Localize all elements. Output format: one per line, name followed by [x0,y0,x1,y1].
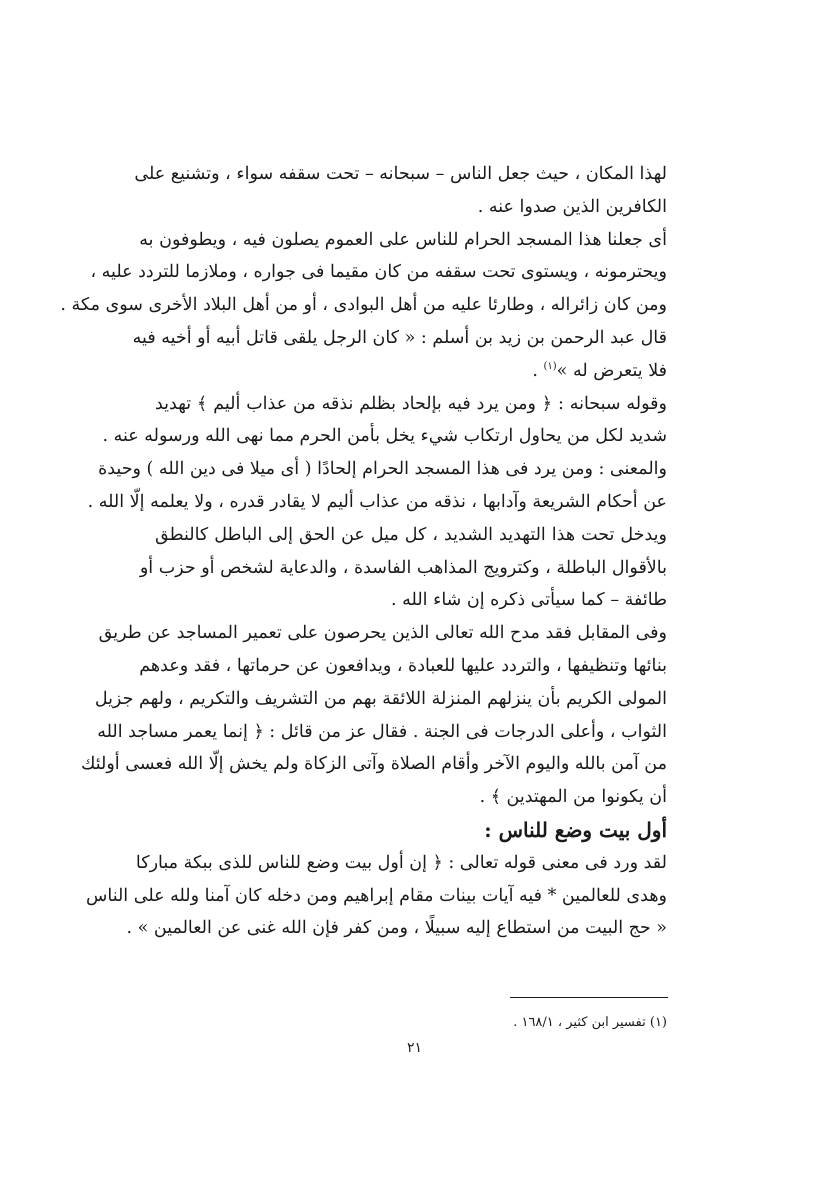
text-line: الثواب ، وأعلى الدرجات فى الجنة . فقال عز من قائل : ﴿ إنما يعمر مساجد الله [97,721,667,742]
text-line: لهذا المكان ، حيث جعل الناس – سبحانه – تحت سقفه سواء ، وتشنيع على [134,164,667,184]
footnote-divider [510,997,668,998]
text-line: والمعنى : ومن يرد فى هذا المسجد الحرام إلحادًا ( أى ميلا فى دين الله ) وحيدة [98,459,667,480]
footnote-reference: (١) [543,360,557,372]
text-line: « حج البيت من استطاع إليه سبيلًا ، ومن كفر فإن الله غنى عن العالمين » . [126,918,667,939]
page-number: ٢١ [406,1040,423,1056]
text-line: أن يكونوا من المهتدين ﴾ . [479,787,667,808]
text-line: الكافرين الذين صدوا عنه . [477,196,667,217]
main-text [60,158,667,945]
section-heading: أول بيت وضع للناس : [484,817,667,842]
text-line: قال عبد الرحمن بن زيد بن أسلم : « كان الرجل يلقى قاتل أبيه أو أخيه فيه [132,327,667,348]
text-line: من آمن بالله واليوم الآخر وأقام الصلاة وآتى الزكاة ولم يخش إلّا الله فعسى أولئك [80,754,667,775]
text-line: ومن كان زائراله ، وطارئا عليه من أهل البوادى ، أو من أهل البلاد الأخرى سوى مكة . [60,295,667,316]
text-fragment: فلا يتعرض له » [556,360,667,381]
text-line: ويدخل تحت هذا التهديد الشديد ، كل ميل عن الحق إلى الباطل كالنطق [155,524,667,545]
text-line: لقد ورد فى معنى قوله تعالى : ﴿ إن أول بيت وضع للناس للذى ببكة مباركا [135,852,667,873]
text-line: المولى الكريم بأن ينزلهم المنزلة اللائقة بهم من التشريف والتكريم ، ولهم جزيل [94,688,667,709]
text-line: وفى المقابل فقد مدح الله تعالى الذين يحرصون على تعمير المساجد عن طريق [98,623,667,644]
text-line: وهدى للعالمين * فيه آيات بينات مقام إبراهيم ومن دخله كان آمنا ولله على الناس [86,885,667,906]
text-line: بنائها وتنظيفها ، والتردد عليها للعبادة ، ويدافعون عن حرماتها ، فقد وعدهم [139,655,667,676]
text-line-with-footnote-ref [155,355,667,388]
text-line: شديد لكل من يحاول ارتكاب شيء يخل بأمن الحرم مما نهى الله ورسوله عنه . [102,426,667,447]
text-line: عن أحكام الشريعة وآدابها ، نذقه من عذاب أليم لا يقادر قدره ، ولا يعلمه إلّا الله . [87,491,667,512]
text-line: بالأقوال الباطلة ، وكترويج المذاهب الفاسدة ، والدعاية لشخص أو حزب أو [139,557,667,578]
text-fragment: . [532,360,544,381]
text-line: وقوله سبحانه : ﴿ ومن يرد فيه بإلحاد بظلم نذقه من عذاب أليم ﴾ تهديد [155,393,667,414]
text-line: أى جعلنا هذا المسجد الحرام للناس على العموم يصلون فيه ، ويطوفون به [139,229,667,250]
text-line: ويحترمونه ، ويستوى تحت سقفه من كان مقيما فى جواره ، وملازما للتردد عليه ، [90,262,667,283]
text-line: طائفة – كما سيأتى ذكره إن شاء الله . [391,590,667,611]
footnote: (١) تفسير ابن كثير ، ١٦٨/١ . [513,1015,667,1030]
